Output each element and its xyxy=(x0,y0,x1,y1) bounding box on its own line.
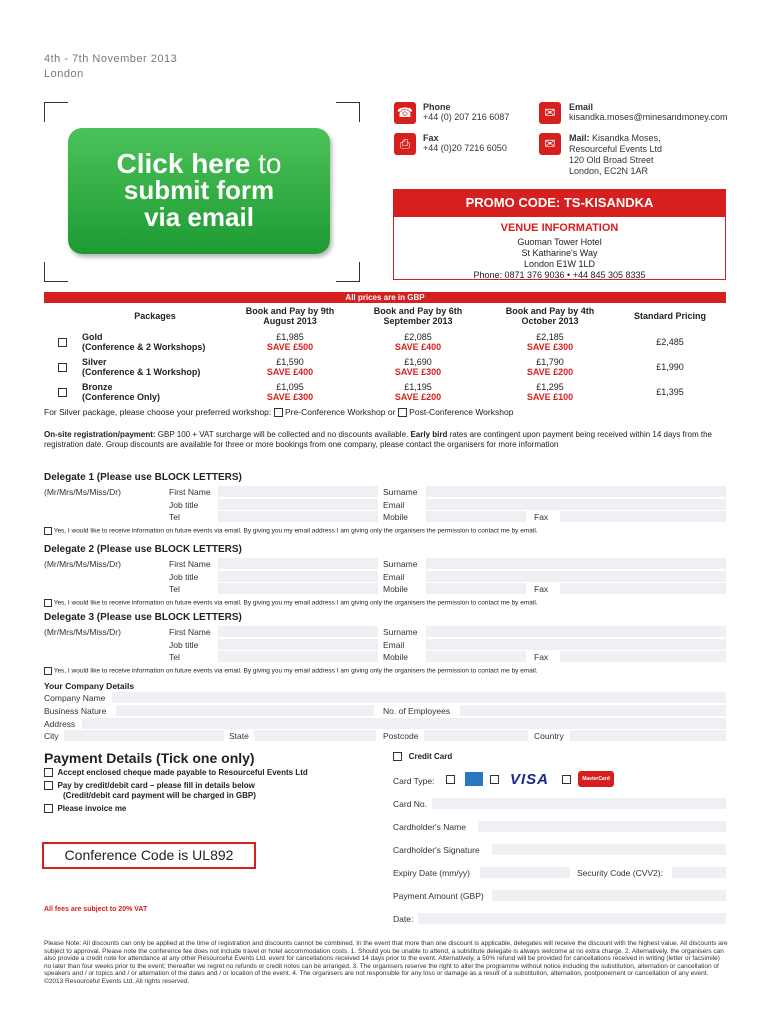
credit-card-checkbox[interactable] xyxy=(393,752,402,761)
amex-logo-icon xyxy=(465,772,483,786)
bronze-checkbox[interactable] xyxy=(58,388,67,397)
mobile-input[interactable] xyxy=(426,583,526,594)
silver-workshop-choice: For Silver package, please choose your preferred workshop: Pre-Conference Workshop or Post-Conference Workshop xyxy=(44,407,514,417)
first-name-input[interactable] xyxy=(218,626,378,637)
frame-corner xyxy=(44,102,68,122)
city-input[interactable] xyxy=(64,730,224,741)
delegate-title: Delegate 1 (Please use BLOCK LETTERS) xyxy=(44,472,242,483)
onsite-note: On-site registration/payment: GBP 100 + VAT surcharge will be collected and no discounts available. Early bird rates are contingent upon payment being received within 14 days from the registration date. Group discounts are available for three or more bookings from one company, please contact the organisers for more information xyxy=(44,430,712,449)
frame-corner xyxy=(336,102,360,122)
submit-via-email-button[interactable]: Click here to submit form via email xyxy=(68,128,330,254)
invoice-checkbox[interactable] xyxy=(44,804,53,813)
promo-code: PROMO CODE: TS-KISANDKA xyxy=(393,189,726,216)
visa-logo: VISA xyxy=(510,771,550,788)
cardholder-name-input[interactable] xyxy=(478,821,726,832)
consent-checkbox[interactable] xyxy=(44,599,52,607)
card-number-input[interactable] xyxy=(432,798,726,809)
frame-corner xyxy=(44,262,68,282)
job-title-input[interactable] xyxy=(218,499,378,510)
company-name-input[interactable] xyxy=(112,692,726,703)
surname-input[interactable] xyxy=(426,626,726,637)
venue-info: VENUE INFORMATION Guoman Tower Hotel St Katharine's Way London E1W 1LD Phone: 0871 376 9036 • +44 845 305 8335 xyxy=(393,216,726,280)
table-row: Gold (Conference & 2 Workshops) £1,985 SAVE £500 £2,085 SAVE £400 £2,185 SAVE £300 £2,485 xyxy=(44,329,726,354)
prices-banner: All prices are in GBP xyxy=(44,292,726,303)
surname-input[interactable] xyxy=(426,558,726,569)
email-input[interactable] xyxy=(426,499,726,510)
tel-input[interactable] xyxy=(218,651,378,662)
email-link[interactable]: kisandka.moses@minesandmoney.com xyxy=(569,112,728,122)
first-name-input[interactable] xyxy=(218,486,378,497)
mastercard-logo: MasterCard xyxy=(578,771,614,787)
state-input[interactable] xyxy=(254,730,376,741)
job-title-input[interactable] xyxy=(218,571,378,582)
pre-conference-checkbox[interactable] xyxy=(274,408,283,417)
table-row: Bronze (Conference Only) £1,095 SAVE £300 £1,195 SAVE £200 £1,295 SAVE £100 £1,395 xyxy=(44,379,726,404)
first-name-input[interactable] xyxy=(218,558,378,569)
post-conference-checkbox[interactable] xyxy=(398,408,407,417)
visa-checkbox[interactable] xyxy=(490,775,499,784)
surname-input[interactable] xyxy=(426,486,726,497)
vat-note: All fees are subject to 20% VAT xyxy=(44,906,148,913)
consent-checkbox[interactable] xyxy=(44,527,52,535)
card-checkbox[interactable] xyxy=(44,781,53,790)
job-title-input[interactable] xyxy=(218,639,378,650)
fax-input[interactable] xyxy=(560,583,726,594)
cvv-input[interactable] xyxy=(672,867,726,878)
email-input[interactable] xyxy=(426,639,726,650)
gold-checkbox[interactable] xyxy=(58,338,67,347)
email-icon: ✉ xyxy=(539,102,561,124)
fax-input[interactable] xyxy=(560,511,726,522)
consent-line: Yes, I would like to receive information on future events via email. By giving you my email address I am giving only the organisers the permission to contact me by email. xyxy=(44,527,538,535)
table-row: Silver (Conference & 1 Workshop) £1,590 SAVE £400 £1,690 SAVE £300 £1,790 SAVE £200 £1,990 xyxy=(44,354,726,379)
cheque-checkbox[interactable] xyxy=(44,768,53,777)
pricing-table: Packages Book and Pay by 9th August 2013 Book and Pay by 6th September 2013 Book and Pay by 4th October 2013 Standard Pricing Gold (Conference & 2 Workshops) £1,985 SAVE £500 £2,085 SAVE £400 £2,185 SAVE £300 £2,485 Silver (Conference & 1 Workshop) £1,590 SAVE £400 £1,690 SAVE £300 £1,790 SAVE £200 £1,990 Bronze (Conference Only) £1,095 SAVE £300 £1,195 SAVE £200 £1,295 SAVE £100 £1,395 xyxy=(44,303,726,404)
business-nature-input[interactable] xyxy=(116,705,374,716)
company-details-title: Your Company Details xyxy=(44,681,135,691)
consent-line: Yes, I would like to receive information on future events via email. By giving you my email address I am giving only the organisers the permission to contact me by email. xyxy=(44,599,538,607)
phone-icon: ☎ xyxy=(394,102,416,124)
country-input[interactable] xyxy=(570,730,726,741)
postcode-input[interactable] xyxy=(424,730,528,741)
silver-checkbox[interactable] xyxy=(58,363,67,372)
amount-input[interactable] xyxy=(492,890,726,901)
delegate-title: Delegate 3 (Please use BLOCK LETTERS) xyxy=(44,612,242,623)
tel-input[interactable] xyxy=(218,583,378,594)
consent-checkbox[interactable] xyxy=(44,667,52,675)
footer-terms: Please Note: All discounts can only be applied at the time of registration and discounts cannot be combined. In the event that more than one discount is applicable, delegates will receive the discount with the highest value. All discounts are subject to approval. Please note the conference fee does not include travel or hotel accommodation costs. 1. Should you be unable to attend, a substitute delegate is always welcome at no extra charge. 2. Alternatively, the organisers can also provide a credit note for attendance at any other Resourceful Events Ltd. event for cancellations received 14 days prior to the event. Alternatively, a 50% refund will be provided for cancellations received in writing (letter or facsimile) no later than four weeks prior to the event; thereafter we regret no refunds or credit notes can be arranged. 3. The organisers reserve the right to alter the programme without notice including the substitution, alternation or cancellation of speakers and / or topics and / or alternation of the dates and / or location of the event. 4. The organisers are not responsible for any loss or damage as a result of a substitution, alternation, postponement or cancellation of any event. ©2013 Resourceful Events Ltd. All rights reserved. xyxy=(44,940,728,985)
fax-input[interactable] xyxy=(560,651,726,662)
mail-icon: ✉ xyxy=(539,133,561,155)
employees-input[interactable] xyxy=(460,705,726,716)
tel-input[interactable] xyxy=(218,511,378,522)
date-input[interactable] xyxy=(418,913,726,924)
payment-title: Payment Details (Tick one only) xyxy=(44,750,255,766)
delegate-title: Delegate 2 (Please use BLOCK LETTERS) xyxy=(44,544,242,555)
amex-checkbox[interactable] xyxy=(446,775,455,784)
email-input[interactable] xyxy=(426,571,726,582)
mobile-input[interactable] xyxy=(426,651,526,662)
address-input[interactable] xyxy=(82,718,726,729)
event-dates: 4th - 7th November 2013 London xyxy=(44,53,178,80)
mastercard-checkbox[interactable] xyxy=(562,775,571,784)
fax-icon: ⎙ xyxy=(394,133,416,155)
frame-corner xyxy=(336,262,360,282)
mobile-input[interactable] xyxy=(426,511,526,522)
expiry-input[interactable] xyxy=(480,867,570,878)
consent-line: Yes, I would like to receive information on future events via email. By giving you my email address I am giving only the organisers the permission to contact me by email. xyxy=(44,667,538,675)
signature-input[interactable] xyxy=(492,844,726,855)
conference-code: Conference Code is UL892 xyxy=(42,842,256,869)
